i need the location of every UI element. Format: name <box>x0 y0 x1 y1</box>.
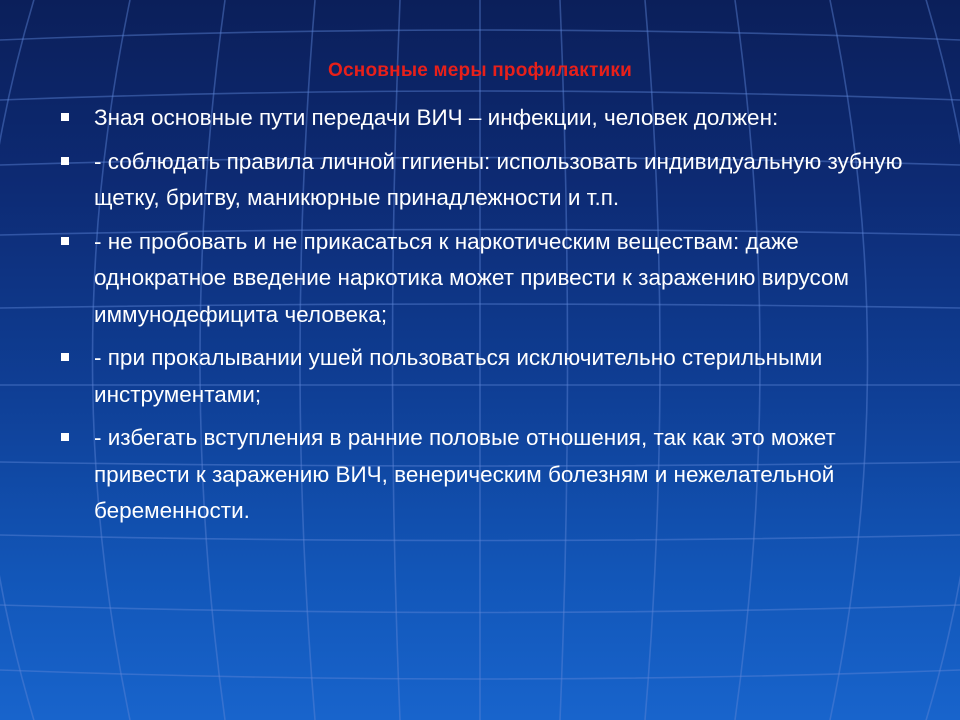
bullet-text: - соблюдать правила личной гигиены: использовать индивидуальную зубную щетку, бритву, маникюрные принадлежности и т.п. <box>94 148 903 210</box>
square-bullet-icon <box>61 157 69 165</box>
square-bullet-icon <box>61 113 69 121</box>
square-bullet-icon <box>61 433 69 441</box>
bullet-list <box>60 100 910 537</box>
bullet-text: - при прокалывании ушей пользоваться исключительно стерильными инструментами; <box>94 345 823 407</box>
bullet-item <box>60 100 910 137</box>
bullet-item <box>60 224 910 334</box>
bullet-text: - избегать вступления в ранние половые отношения, так как это может привести к заражению ВИЧ, венерическим болезням и нежелательной беременности. <box>94 425 836 523</box>
square-bullet-icon <box>61 353 69 361</box>
bullet-item <box>60 420 910 530</box>
slide-title: Основные меры профилактики <box>328 60 632 81</box>
bullet-item <box>60 144 910 217</box>
bullet-item <box>60 340 910 413</box>
bullet-text: - не пробовать и не прикасаться к наркотическим веществам: даже однократное введение наркотика может привести к заражению вирусом иммунодефицита человека; <box>94 228 849 327</box>
square-bullet-icon <box>61 237 69 245</box>
bullet-text: Зная основные пути передачи ВИЧ – инфекции, человек должен: <box>94 105 779 130</box>
